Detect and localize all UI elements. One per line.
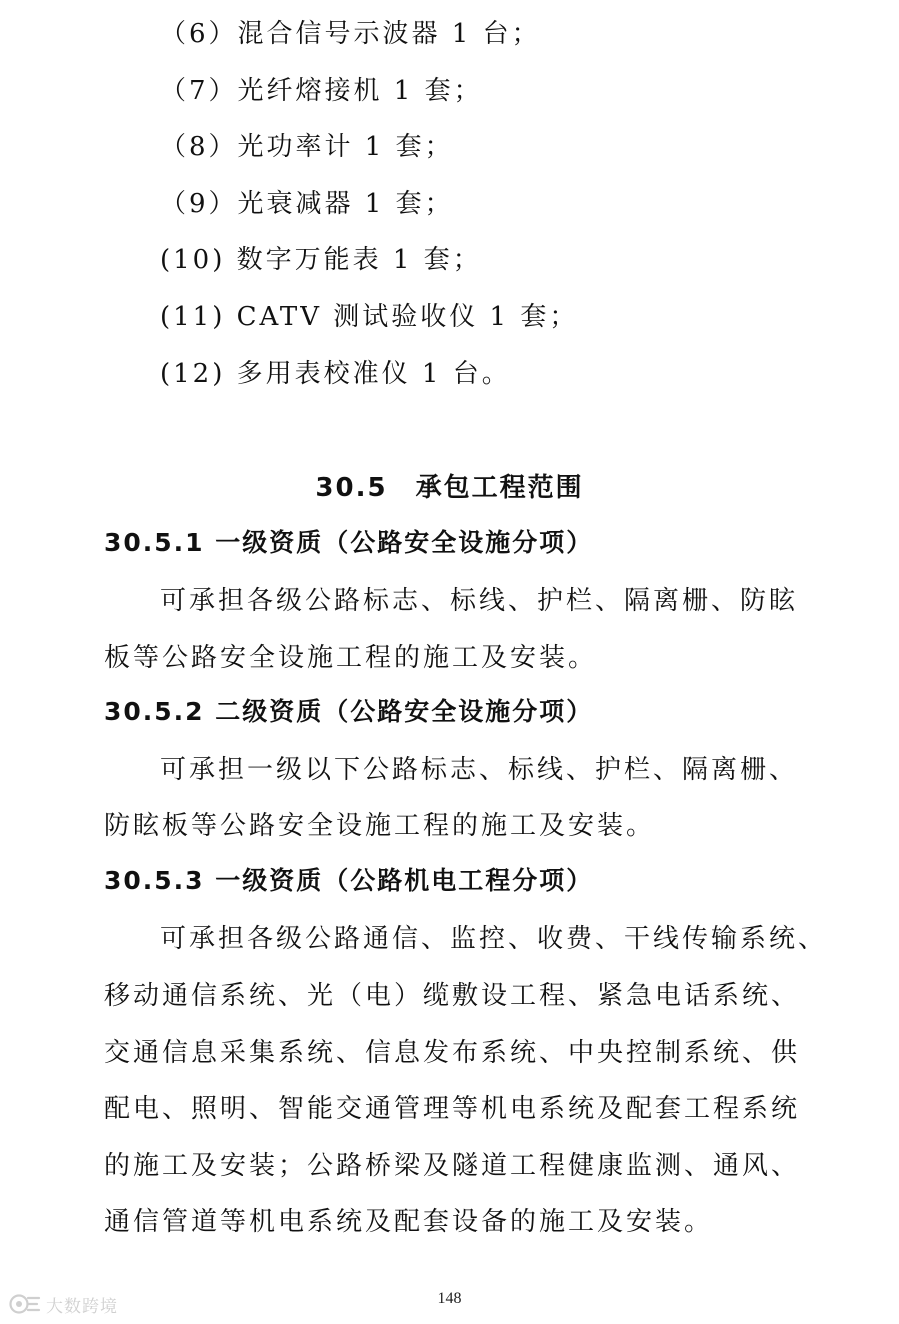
watermark xyxy=(8,1291,118,1317)
paragraph-line: 可承担各级公路标志、标线、护栏、隔离栅、防眩 xyxy=(160,586,799,616)
equipment-item-6: （6）混合信号示波器 1 台； xyxy=(160,19,541,49)
subsection-heading-30-5-3: 30.5.3 一级资质（公路机电工程分项） xyxy=(104,866,594,895)
paragraph-line: 的施工及安装；公路桥梁及隧道工程健康监测、通风、 xyxy=(104,1151,801,1181)
paragraph-line: 可承担一级以下公路标志、标线、护栏、隔离栅、 xyxy=(160,755,799,785)
subsection-heading-30-5-1: 30.5.1 一级资质（公路安全设施分项） xyxy=(104,528,594,557)
equipment-item-11: (11) CATV 测试验收仪 1 套； xyxy=(160,302,579,332)
paragraph-line: 配电、照明、智能交通管理等机电系统及配套工程系统 xyxy=(104,1094,801,1124)
watermark-text: 大数跨境 xyxy=(46,1296,118,1317)
paragraph-line: 防眩板等公路安全设施工程的施工及安装。 xyxy=(104,811,656,841)
subsection-heading-30-5-2: 30.5.2 二级资质（公路安全设施分项） xyxy=(104,697,594,726)
paragraph-line: 板等公路安全设施工程的施工及安装。 xyxy=(104,643,598,673)
paragraph-line: 交通信息采集系统、信息发布系统、中央控制系统、供 xyxy=(104,1038,801,1068)
paragraph-line: 移动通信系统、光（电）缆敷设工程、紧急电话系统、 xyxy=(104,981,801,1011)
watermark-logo-icon xyxy=(8,1293,42,1315)
equipment-item-12: (12) 多用表校准仪 1 台。 xyxy=(160,359,511,389)
equipment-item-7: （7）光纤熔接机 1 套； xyxy=(160,76,483,106)
paragraph-line: 通信管道等机电系统及配套设备的施工及安装。 xyxy=(104,1207,714,1237)
section-title: 30.5 承包工程范围 xyxy=(315,473,584,503)
paragraph-line: 可承担各级公路通信、监控、收费、干线传输系统、 xyxy=(160,924,828,954)
page-number: 148 xyxy=(437,1290,462,1307)
equipment-item-10: (10) 数字万能表 1 套； xyxy=(160,245,482,275)
equipment-item-8: （8）光功率计 1 套； xyxy=(160,132,454,162)
equipment-item-9: （9）光衰减器 1 套； xyxy=(160,189,454,219)
